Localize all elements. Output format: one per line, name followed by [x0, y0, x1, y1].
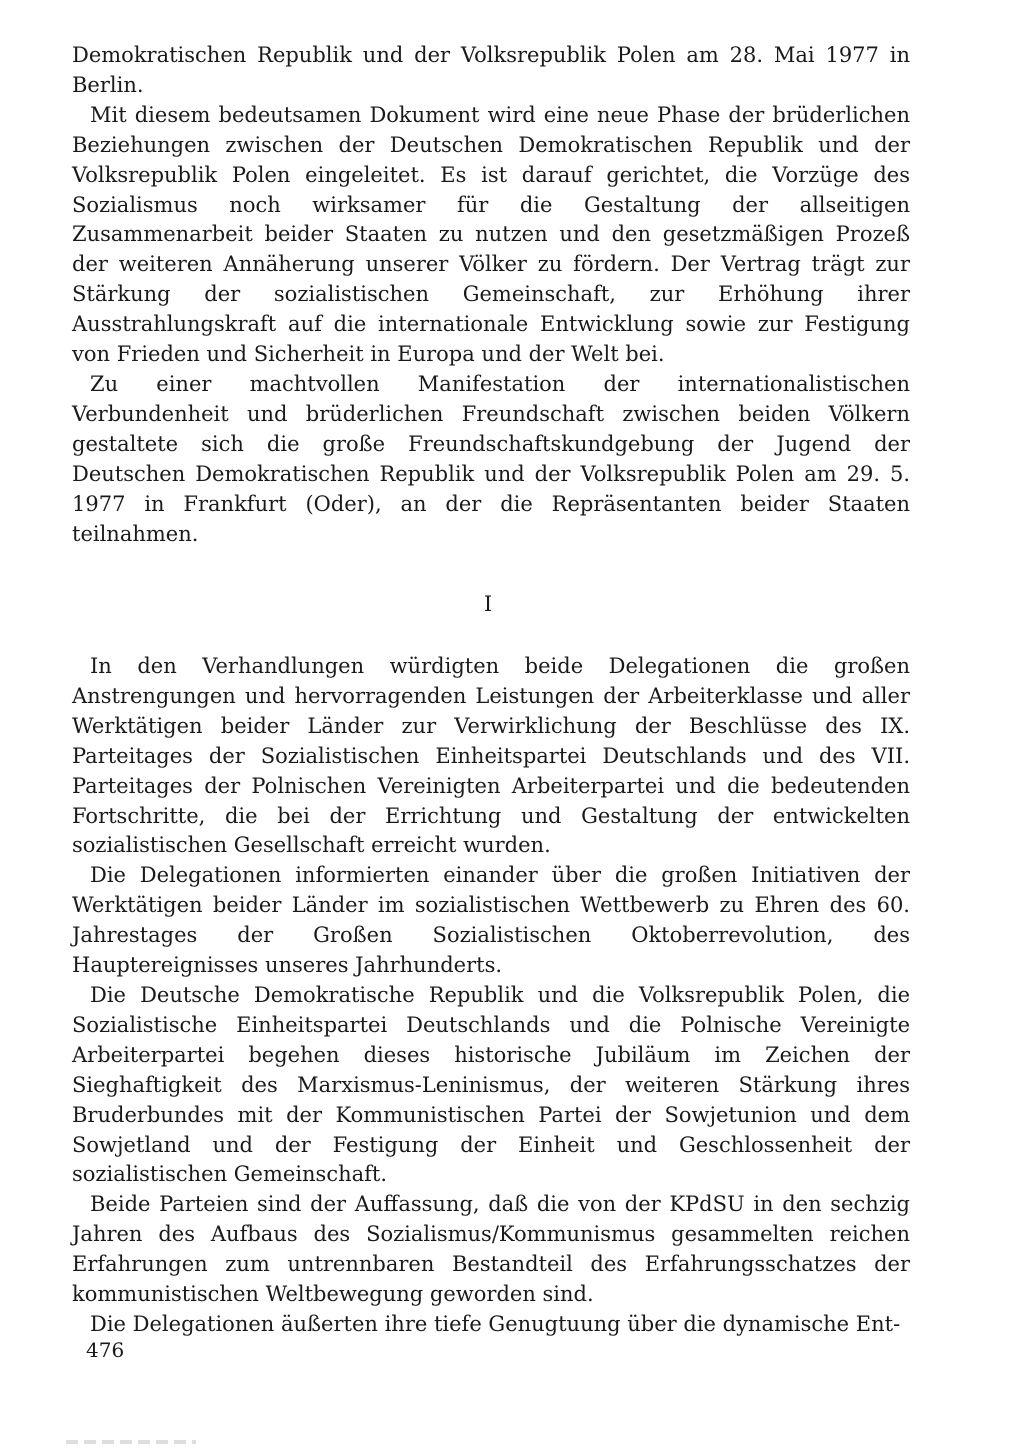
paragraph-youth-rally: Zu einer machtvollen Manifestation der internationalistischen Verbundenheit und brüderlichen Freundschaft zwischen beiden Völkern gestaltete sich die große Freundschaftskundgebung der Jugend der Deutschen Demokratischen Republik und der Volksrepublik Polen am 29. 5. 1977 in Frankfurt (Oder), an der die Repräsentanten beider Staaten teilnahmen.	[72, 371, 910, 546]
page-number: 476	[86, 1338, 125, 1362]
paragraph-jubilee: Die Deutsche Demokratische Republik und die Volksrepublik Polen, die Sozialistische Einheitspartei Deutschlands und die Polnische Vereinigte Arbeiterpartei begehen dieses historische Jubiläum im Zeichen der Sieghaftigkeit des Marxismus-Leninismus, der weiteren Stärkung ihres Bruderbundes mit der Kommunistischen Partei der Sowjetunion und dem Sowjetland und der Festigung der Einheit und Geschlossenheit der sozialistischen Gemeinschaft.	[72, 982, 910, 1187]
top-text-block	[72, 41, 910, 549]
paragraph-continuation: Demokratischen Republik und der Volksrepublik Polen am 28. Mai 1977 in Berlin.	[72, 43, 910, 97]
paragraph-negotiations: In den Verhandlungen würdigten beide Delegationen die großen Anstrengungen und hervorragenden Leistungen der Arbeiterklasse und aller Werktätigen beider Länder zur Verwirklichung der Beschlüsse des IX. Parteitages der Sozialistischen Einheitspartei Deutschlands und des VII. Parteitages der Polnischen Vereinigten Arbeiterpartei und die bedeutenden Fortschritte, die bei der Errichtung und Gestaltung der entwickelten sozialistischen Gesellschaft erreicht wurden.	[72, 654, 910, 858]
bleed-through-mark	[66, 1440, 196, 1444]
paragraph-initiatives: Die Delegationen informierten einander über die großen Initiativen der Werktätigen beider Länder im sozialistischen Wettbewerb zu Ehren des 60. Jahrestages der Großen Sozialistischen Oktoberrevolution, des Hauptereignisses unseres Jahrhunderts.	[72, 863, 910, 978]
section-heading-numeral: I	[483, 592, 493, 616]
section-one-text-block	[72, 652, 910, 1340]
paragraph-satisfaction: Die Delegationen äußerten ihre tiefe Genugtuung über die dynamische Ent-	[90, 1311, 901, 1336]
paragraph-kpdsu-experience: Beide Parteien sind der Auffassung, daß die von der KPdSU in den sechzig Jahren des Aufbaus des Sozialismus/Kommunismus gesammelten reichen Erfahrungen zum untrennbaren Bestandteil des Erfahrungsschatzes der kommunistischen Weltbewegung geworden sind.	[72, 1192, 910, 1307]
paragraph-treaty-significance: Mit diesem bedeutsamen Dokument wird eine neue Phase der brüderlichen Beziehungen zwischen der Deutschen Demokratischen Republik und der Volksrepublik Polen eingeleitet. Es ist darauf gerichtet, die Vorzüge des Sozialismus noch wirksamer für die Gestaltung der allseitigen Zusammenarbeit beider Staaten zu nutzen und den gesetzmäßigen Prozeß der weiteren Annäherung unserer Völker zu fördern. Der Vertrag trägt zur Stärkung der sozialistischen Gemeinschaft, zur Erhöhung ihrer Ausstrahlungskraft auf die internationale Entwicklung sowie zur Festigung von Frieden und Sicherheit in Europa und der Welt bei.	[72, 102, 910, 367]
